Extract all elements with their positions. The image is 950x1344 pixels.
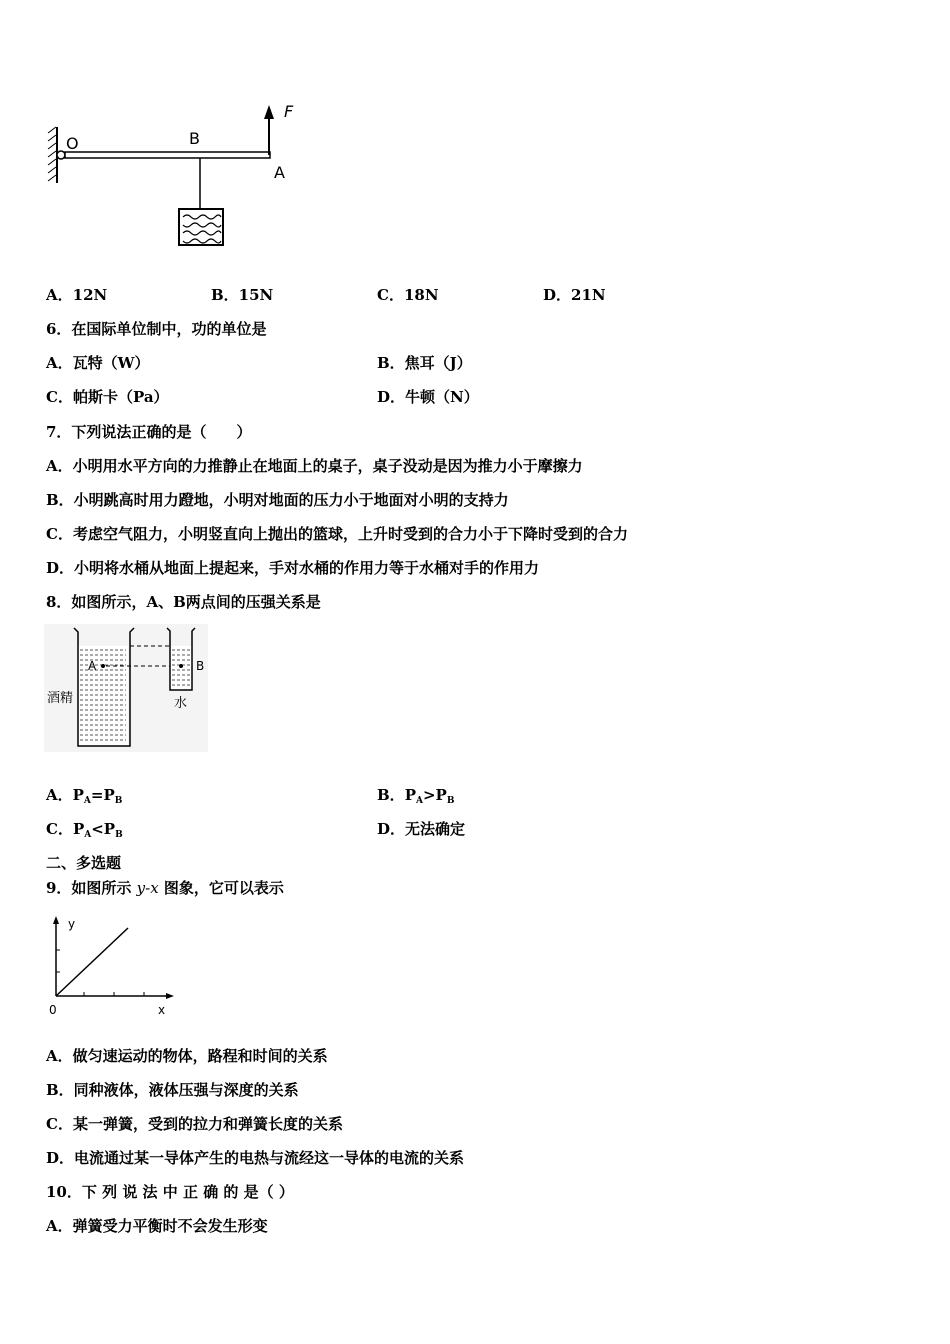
label-o: O — [66, 134, 79, 153]
proportional-line — [56, 928, 128, 996]
q6-option-a: A．瓦特（W） — [46, 354, 150, 372]
q8-option-a: A．$P_A=P_B$ — [46, 786, 123, 806]
point-b-dot — [179, 664, 183, 668]
q6-option-d: D．牛顿（N） — [377, 388, 479, 406]
q6-option-b: B．焦耳（J） — [377, 354, 472, 372]
q9-option-c: C．某一弹簧，受到的拉力和弹簧长度的关系 — [46, 1115, 343, 1133]
q9-option-d: D．电流通过某一导体产生的电热与流经这一导体的电流的关系 — [46, 1149, 465, 1167]
q5-option-d: D．21N — [543, 286, 606, 304]
y-arrowhead — [53, 916, 59, 924]
force-arrowhead — [264, 105, 274, 119]
q8-option-b: B．$P_A>P_B$ — [377, 786, 455, 806]
q7-stem: 7．下列说法正确的是（ ） — [46, 423, 252, 441]
label-f: F — [284, 102, 294, 121]
q7-option-a: A．小明用水平方向的力推静止在地面上的桌子，桌子没动是因为推力小于摩擦力 — [46, 457, 583, 475]
origin-label: 0 — [49, 1003, 57, 1017]
section-title-multi-choice: 二、多选题 — [46, 854, 122, 872]
q5-option-b: B．15N — [211, 286, 274, 304]
y-axis-label: y — [68, 917, 76, 931]
q9-stem: 9．如图所示 y-x 图象，它可以表示 — [46, 879, 284, 897]
q7-option-b: B．小明跳高时用力蹬地，小明对地面的压力小于地面对小明的支持力 — [46, 491, 509, 509]
label-a: A — [274, 163, 285, 182]
q10-option-a: A．弹簧受力平衡时不会发生形变 — [46, 1217, 268, 1235]
q8-option-d: D．无法确定 — [377, 820, 466, 838]
containers-figure — [44, 624, 208, 752]
q8-option-c: C．$P_A<P_B$ — [46, 820, 123, 840]
point-b-label: B — [196, 659, 205, 673]
wall-hatch — [48, 127, 57, 183]
q8-stem: 8．如图所示，A、B两点间的压强关系是 — [46, 593, 321, 611]
q7-option-d: D．小明将水桶从地面上提起来，手对水桶的作用力等于水桶对手的作用力 — [46, 559, 540, 577]
q10-stem: 10．下 列 说 法 中 正 确 的 是（ ） — [46, 1183, 294, 1201]
lever-bar — [65, 152, 270, 158]
q9-option-b: B．同种液体，液体压强与深度的关系 — [46, 1081, 299, 1099]
lever-figure — [40, 95, 320, 255]
water-label: 水 — [174, 696, 188, 711]
q6-stem: 6．在国际单位制中，功的单位是 — [46, 320, 267, 338]
point-a-label: A — [88, 659, 97, 673]
q7-option-c: C．考虑空气阻力，小明竖直向上抛出的篮球，上升时受到的合力小于下降时受到的合力 — [46, 525, 628, 543]
point-a-dot — [101, 664, 105, 668]
yx-graph — [44, 912, 180, 1020]
pivot-o — [57, 151, 65, 159]
q9-option-a: A．做匀速运动的物体，路程和时间的关系 — [46, 1047, 328, 1065]
x-axis-label: x — [158, 1003, 166, 1017]
alcohol-liquid — [78, 646, 128, 746]
q6-option-c: C．帕斯卡（Pa） — [46, 388, 169, 406]
label-b: B — [189, 129, 200, 148]
q5-option-c: C．18N — [377, 286, 439, 304]
x-arrowhead — [166, 993, 174, 999]
alcohol-label: 酒精 — [47, 691, 74, 706]
q5-option-a: A．12N — [46, 286, 108, 304]
